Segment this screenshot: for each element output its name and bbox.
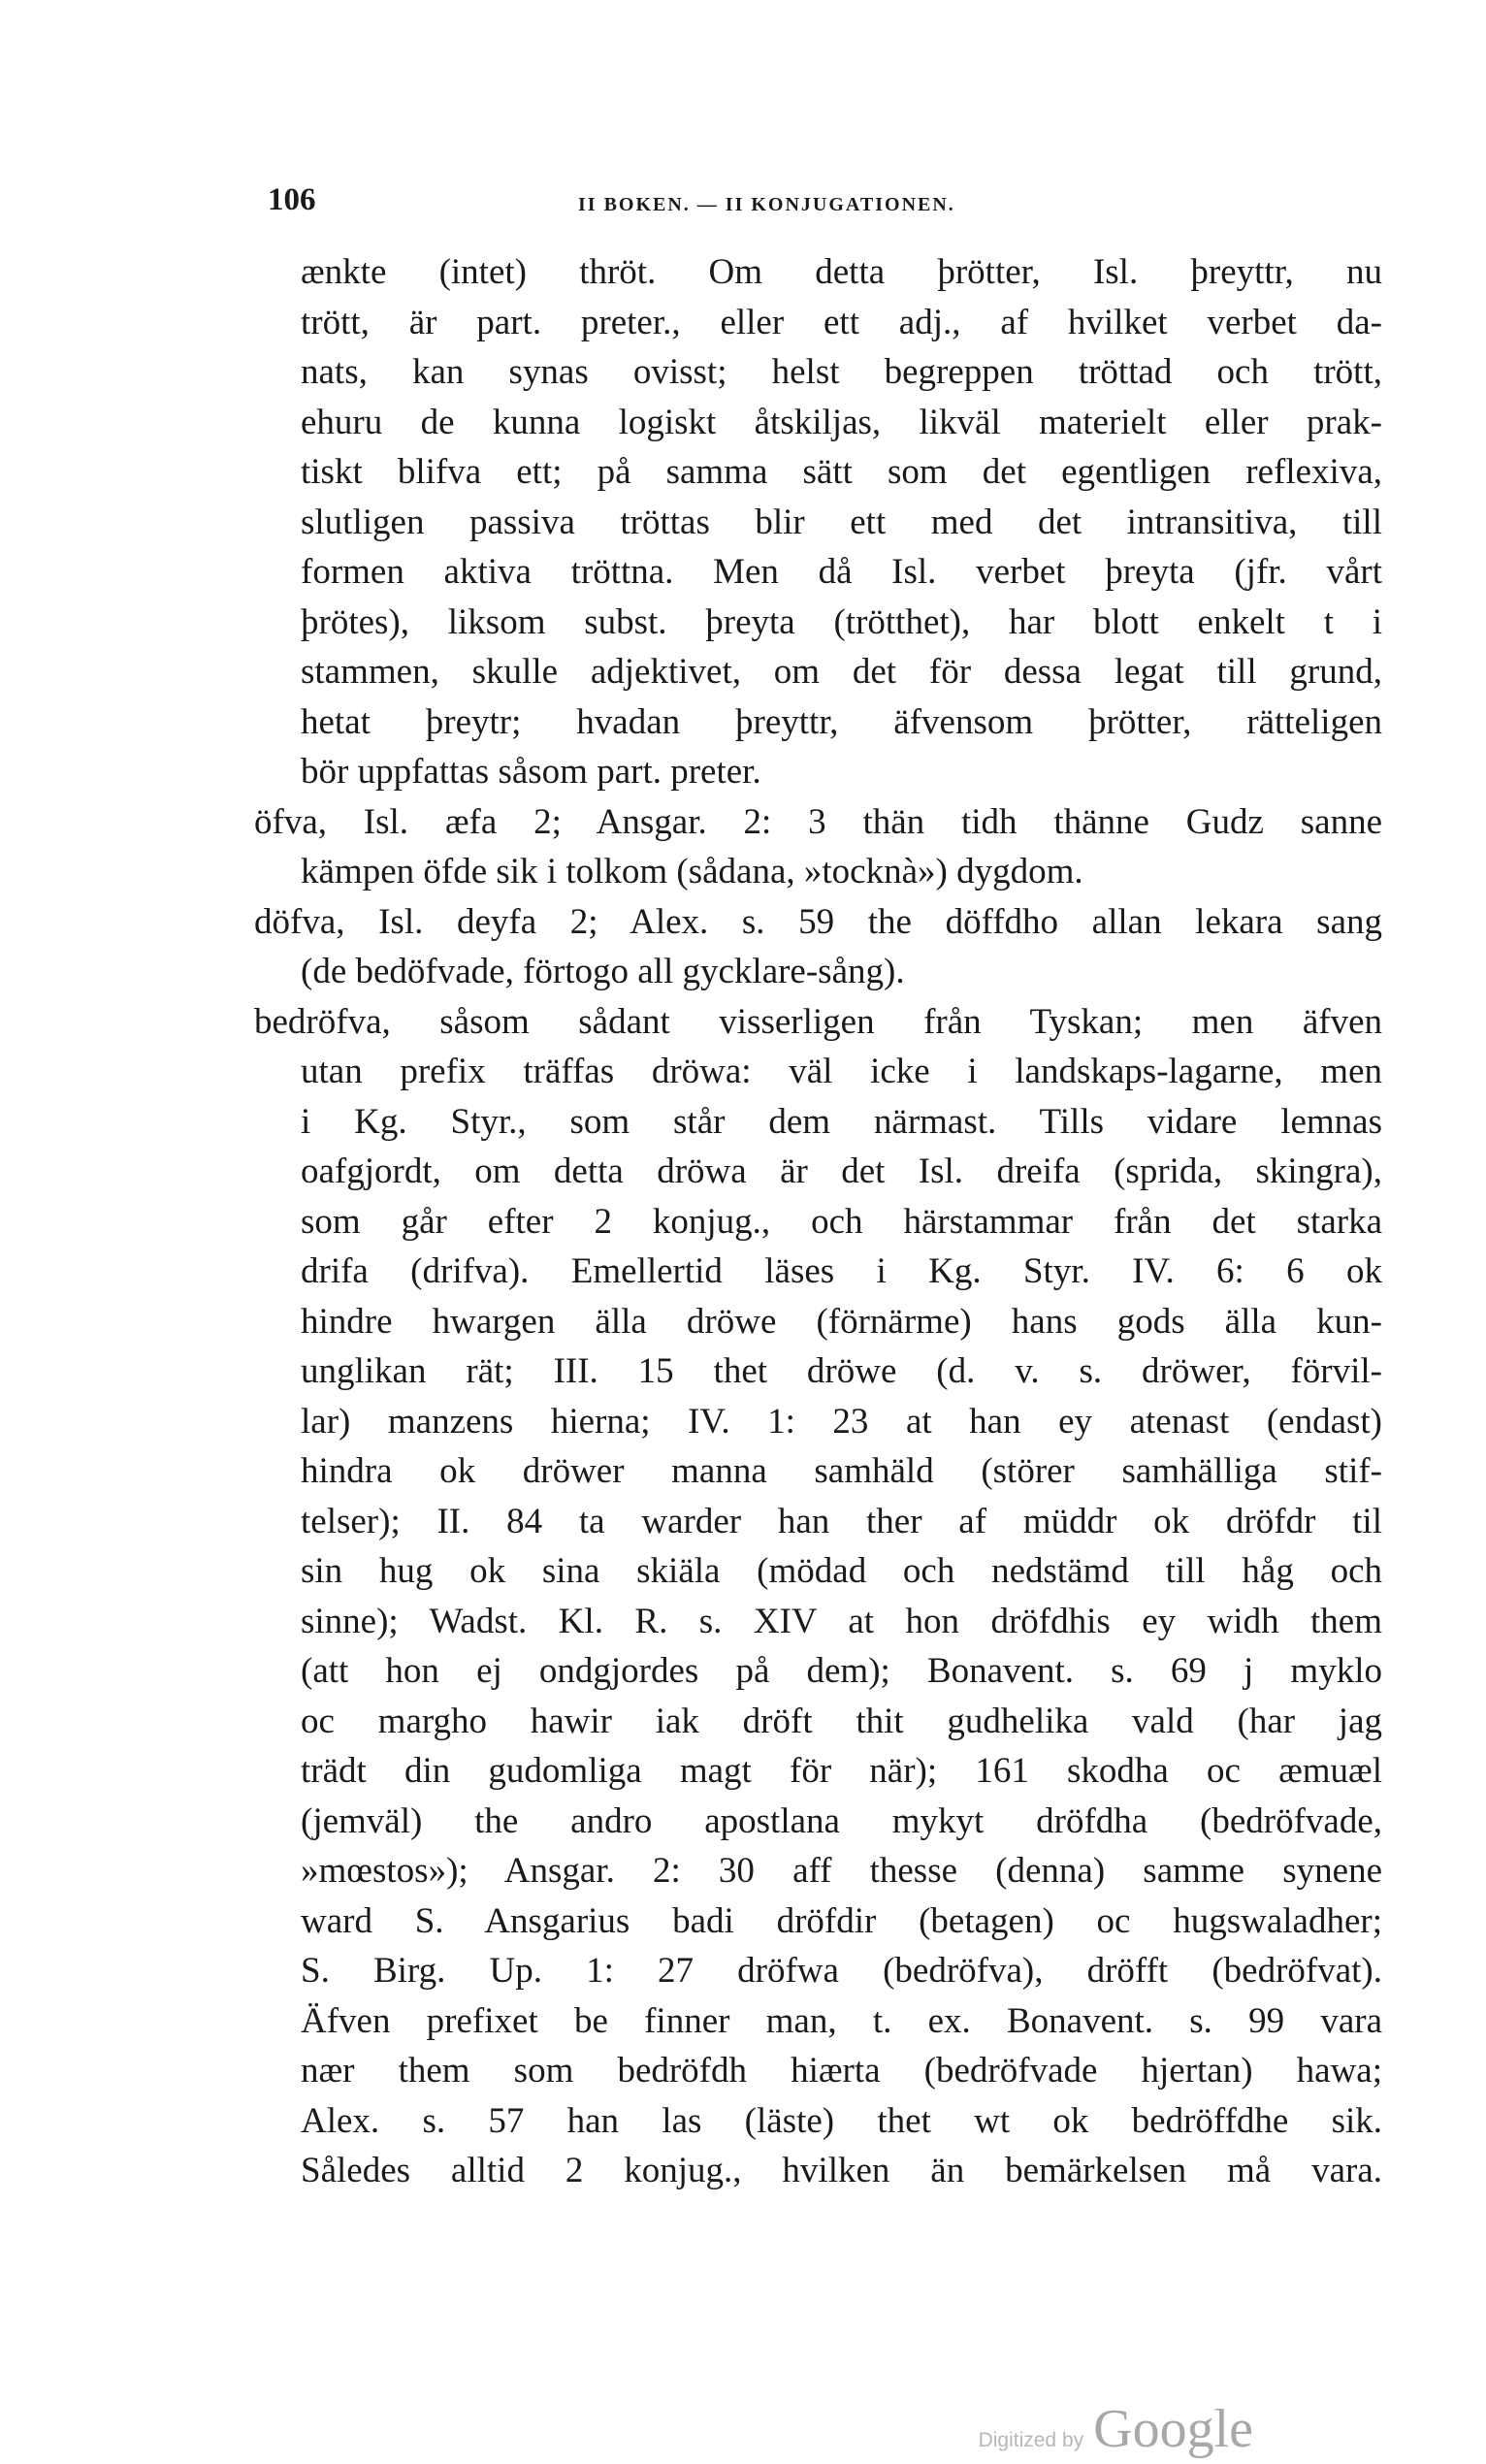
- text-line: som går efter 2 konjug., och härstammar från det starka: [301, 1201, 1382, 1242]
- text-line: utan prefix träffas dröwa: väl icke i landskaps-lagarne, men: [301, 1052, 1382, 1091]
- text-line: stammen, skulle adjektivet, om det för dessa legat till grund,: [301, 652, 1382, 692]
- text-line: nær them som bedröfdh hiærta (bedröfvade hjertan) hawa;: [301, 2051, 1382, 2091]
- text-line: bör uppfattas såsom part. preter.: [301, 752, 761, 792]
- text-line: oafgjordt, om detta dröwa är det Isl. dreifa (sprida, skingra),: [301, 1151, 1382, 1191]
- text-line: »mœstos»); Ansgar. 2: 30 aff thesse (denna) samme synene: [301, 1851, 1382, 1891]
- text-line: slutligen passiva tröttas blir ett med det intransitiva, till: [301, 502, 1382, 542]
- text-line: i Kg. Styr., som står dem närmast. Tills vidare lemnas: [301, 1101, 1382, 1142]
- text-line: þrötes), liksom subst. þreyta (trötthet), har blott enkelt t i: [301, 601, 1382, 642]
- text-line: oc margho hawir iak dröft thit gudhelika vald (har jag: [301, 1701, 1382, 1741]
- text-line: trött, är part. preter., eller ett adj., af hvilket verbet da-: [301, 302, 1382, 342]
- text-line: drifa (drifva). Emellertid läses i Kg. Styr. IV. 6: 6 ok: [301, 1251, 1382, 1291]
- entry-bedrofva: bedröfva, såsom sådant visserligen från Tyskan; men äfven: [254, 1001, 1382, 1042]
- text-line: S. Birg. Up. 1: 27 dröfwa (bedröfva), dröfft (bedröfvat).: [301, 1951, 1382, 1991]
- text-line: (de bedöfvade, förtogo all gycklare-sång).: [301, 952, 905, 991]
- digitized-watermark: [979, 2398, 1253, 2460]
- text-line: formen aktiva tröttna. Men då Isl. verbet þreyta (jfr. vårt: [301, 552, 1382, 592]
- text-line: ænkte (intet) thröt. Om detta þrötter, Isl. þreyttr, nu: [301, 252, 1382, 292]
- text-line: kämpen öfde sik i tolkom (sådana, »tocknà») dygdom.: [301, 852, 1083, 892]
- text-line: unglikan rät; III. 15 thet dröwe (d. v. s. dröwer, förvil-: [301, 1351, 1382, 1391]
- text-line: nats, kan synas ovisst; helst begreppen tröttad och trött,: [301, 352, 1382, 392]
- entry-dofva: döfva, Isl. deyfa 2; Alex. s. 59 the döffdho allan lekara sang: [254, 901, 1382, 942]
- google-logo: Google: [1093, 2399, 1253, 2459]
- text-line: trädt din gudomliga magt för när); 161 skodha oc æmuæl: [301, 1751, 1382, 1791]
- page-number: 106: [268, 182, 316, 217]
- body-text: [254, 247, 1382, 2196]
- text-line: Äfven prefixet be finner man, t. ex. Bonavent. s. 99 vara: [301, 2000, 1382, 2041]
- text-line: sinne); Wadst. Kl. R. s. XIV at hon dröfdhis ey widh them: [301, 1601, 1382, 1641]
- text-line: (jemväl) the andro apostlana mykyt dröfdha (bedröfvade,: [301, 1800, 1382, 1841]
- text-line: (att hon ej ondgjordes på dem); Bonavent. s. 69 j myklo: [301, 1651, 1382, 1691]
- text-line: telser); II. 84 ta warder han ther af müddr ok dröfdr til: [301, 1501, 1382, 1541]
- text-line: Således alltid 2 konjug., hvilken än bemärkelsen må vara.: [301, 2151, 1382, 2190]
- text-line: tiskt blifva ett; på samma sätt som det egentligen reflexiva,: [301, 452, 1382, 492]
- entry-ofva: öfva, Isl. æfa 2; Ansgar. 2: 3 thän tidh thänne Gudz sanne: [254, 801, 1382, 842]
- text-line: lar) manzens hierna; IV. 1: 23 at han ey atenast (endast): [301, 1401, 1382, 1442]
- text-line: hetat þreytr; hvadan þreyttr, äfvensom þrötter, rätteligen: [301, 701, 1382, 742]
- text-line: ward S. Ansgarius badi dröfdir (betagen) oc hugswaladher;: [301, 1900, 1382, 1941]
- text-line: hindre hwargen älla dröwe (förnärme) hans gods älla kun-: [301, 1301, 1382, 1342]
- watermark-prefix: Digitized by: [978, 2429, 1084, 2451]
- text-line: Alex. s. 57 han las (läste) thet wt ok bedröffdhe sik.: [301, 2100, 1382, 2141]
- running-title: II BOKEN. — II KONJUGATIONEN.: [578, 194, 955, 215]
- text-line: sin hug ok sina skiäla (mödad och nedstämd till håg och: [301, 1551, 1382, 1591]
- text-line: ehuru de kunna logiskt åtskiljas, likväl materielt eller prak-: [301, 402, 1382, 442]
- running-head: [268, 182, 1383, 221]
- text-line: hindra ok dröwer manna samhäld (störer samhälliga stif-: [301, 1451, 1382, 1491]
